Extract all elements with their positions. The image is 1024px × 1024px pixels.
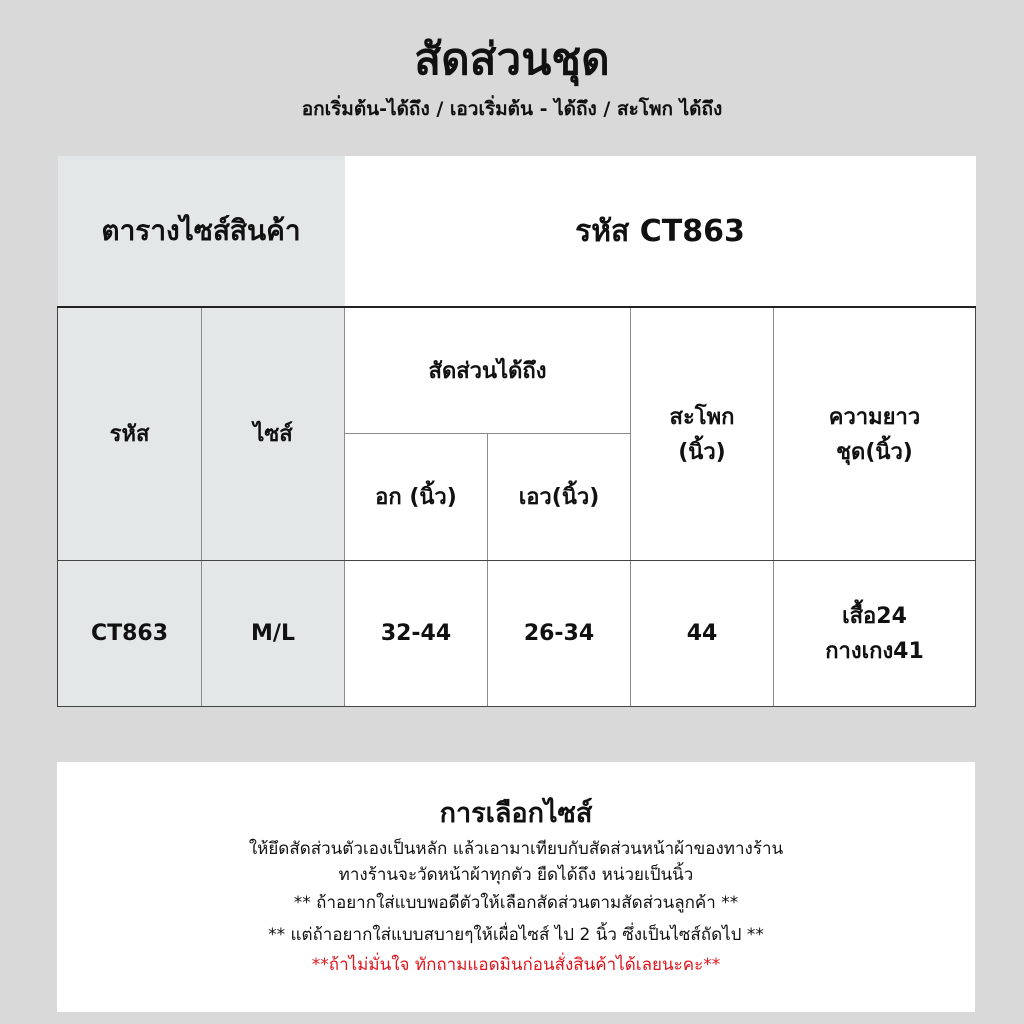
size-guide-title: การเลือกไซส์: [439, 798, 593, 829]
size-table: [57, 156, 976, 707]
table-row: [58, 560, 976, 706]
cell-waist: 26-34: [488, 560, 631, 706]
cell-code: CT863: [58, 560, 202, 706]
header-hip-line2: (นิ้ว): [678, 439, 726, 465]
header-chest: อก (นิ้ว): [345, 433, 488, 560]
header-waist: เอว(นิ้ว): [488, 433, 631, 560]
header-length-line1: ความยาว: [828, 404, 921, 430]
page-subtitle: อกเริ่มต้น-ได้ถึง / เอวเริ่มต้น - ได้ถึง / สะโพก ได้ถึง: [301, 98, 723, 120]
size-guide-line: ทางร้านจะวัดหน้าผ้าทุกตัว ยืดได้ถึง หน่วยเป็นนิ้ว: [338, 865, 694, 885]
header-proportion: สัดส่วนได้ถึง: [345, 307, 631, 433]
cell-length-line1: เสื้อ24: [842, 604, 907, 629]
size-guide-line: ** แต่ถ้าอยากใส่แบบสบายๆให้เผื่อไซส์ ไป 2 นิ้ว ซึ่งเป็นไซส์ถัดไป **: [268, 925, 764, 945]
size-guide-line: ** ถ้าอยากใส่แบบพอดีตัวให้เลือกสัดส่วนตามสัดส่วนลูกค้า **: [293, 893, 739, 913]
size-chart-label: ตารางไซส์สินค้า: [58, 156, 345, 307]
header-hip: [631, 307, 774, 560]
header-code: รหัส: [58, 307, 202, 560]
header-length: [774, 307, 976, 560]
cell-size: M/L: [202, 560, 345, 706]
page-title: สัดส่วนชุด: [414, 34, 610, 85]
product-code-heading: รหัส CT863: [345, 156, 976, 307]
size-guide-line: ให้ยึดสัดส่วนตัวเองเป็นหลัก แล้วเอามาเทียบกับสัดส่วนหน้าผ้าของทางร้าน: [248, 839, 784, 859]
size-guide-warning: **ถ้าไม่มั่นใจ ทักถามแอดมินก่อนสั่งสินค้าได้เลยนะคะ**: [311, 955, 721, 975]
cell-hip: 44: [631, 560, 774, 706]
header-hip-line1: สะโพก: [669, 404, 735, 430]
header-length-line2: ชุด(นิ้ว): [836, 439, 913, 465]
size-guide-panel: [57, 762, 975, 1012]
cell-chest: 32-44: [345, 560, 488, 706]
cell-length: [774, 560, 976, 706]
header-size: ไซส์: [202, 307, 345, 560]
cell-length-line2: กางเกง41: [825, 639, 924, 664]
